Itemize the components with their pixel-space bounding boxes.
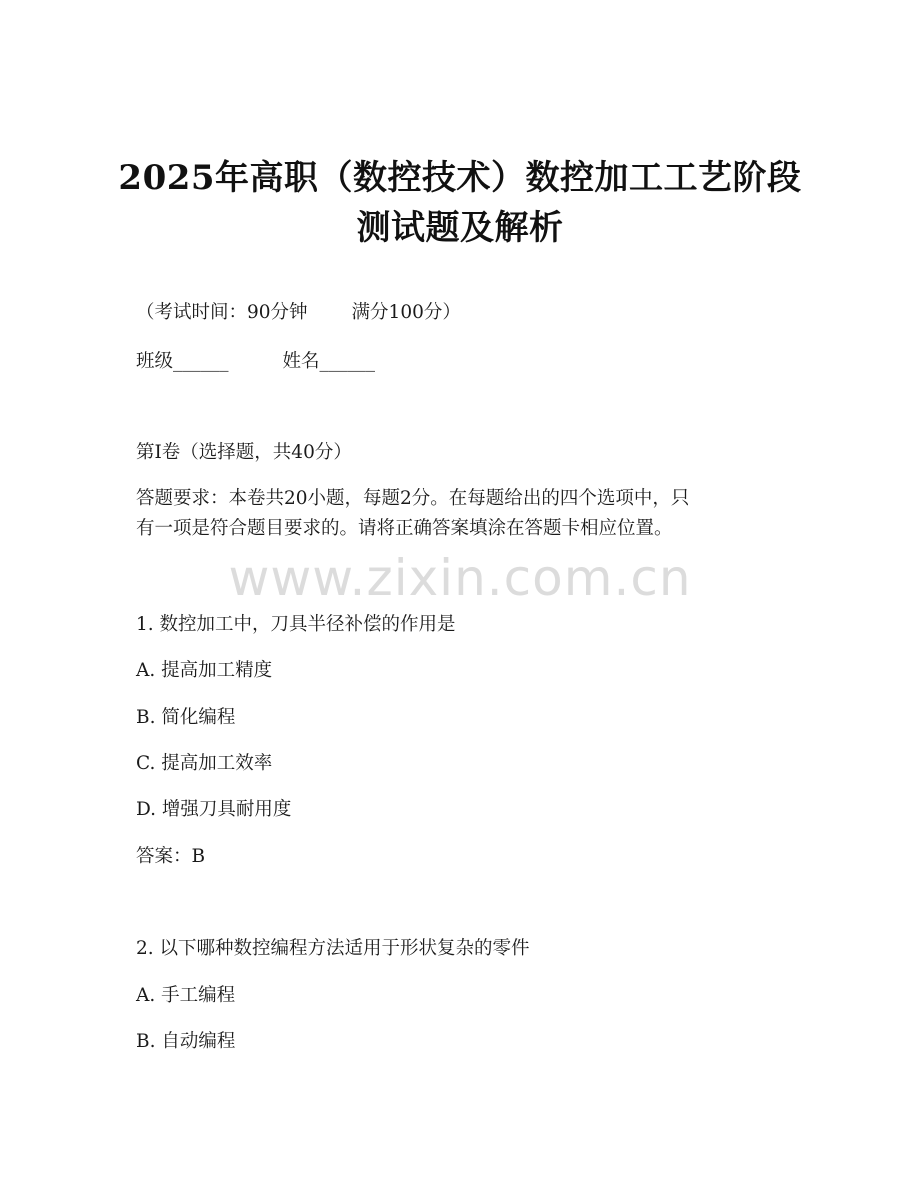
- exam-time: （考试时间：90分钟: [136, 302, 308, 323]
- question-2-option-b: B. 自动编程: [136, 1031, 236, 1052]
- question-1-option-b: B. 简化编程: [136, 707, 236, 728]
- question-1-stem: 1. 数控加工中，刀具半径补偿的作用是: [136, 614, 456, 635]
- exam-score: 满分100分）: [351, 302, 461, 323]
- document-title-line-1: 2025年高职（数控技术）数控加工工艺阶段: [118, 158, 802, 198]
- instructions-line-2: 有一项是符合题目要求的。请将正确答案填涂在答题卡相应位置。: [136, 518, 673, 539]
- question-1-option-a: A. 提高加工精度: [136, 660, 273, 681]
- class-field: 班级______: [136, 351, 229, 372]
- document-title-line-2: 测试题及解析: [356, 208, 564, 248]
- question-2-option-a: A. 手工编程: [136, 985, 236, 1006]
- exam-info: [136, 300, 461, 326]
- question-1-answer: 答案：B: [136, 846, 206, 867]
- question-1-option-d: D. 增强刀具耐用度: [136, 799, 292, 820]
- name-field: 姓名______: [282, 351, 376, 372]
- question-1-option-c: C. 提高加工效率: [136, 753, 273, 774]
- instructions-line-1: 答题要求：本卷共20小题，每题2分。在每题给出的四个选项中，只: [136, 488, 690, 509]
- student-fields: [136, 349, 375, 375]
- section-heading: 第Ⅰ卷（选择题，共40分）: [136, 442, 352, 463]
- watermark: www.zixin.com.cn: [228, 549, 692, 607]
- question-2-stem: 2. 以下哪种数控编程方法适用于形状复杂的零件: [136, 938, 530, 959]
